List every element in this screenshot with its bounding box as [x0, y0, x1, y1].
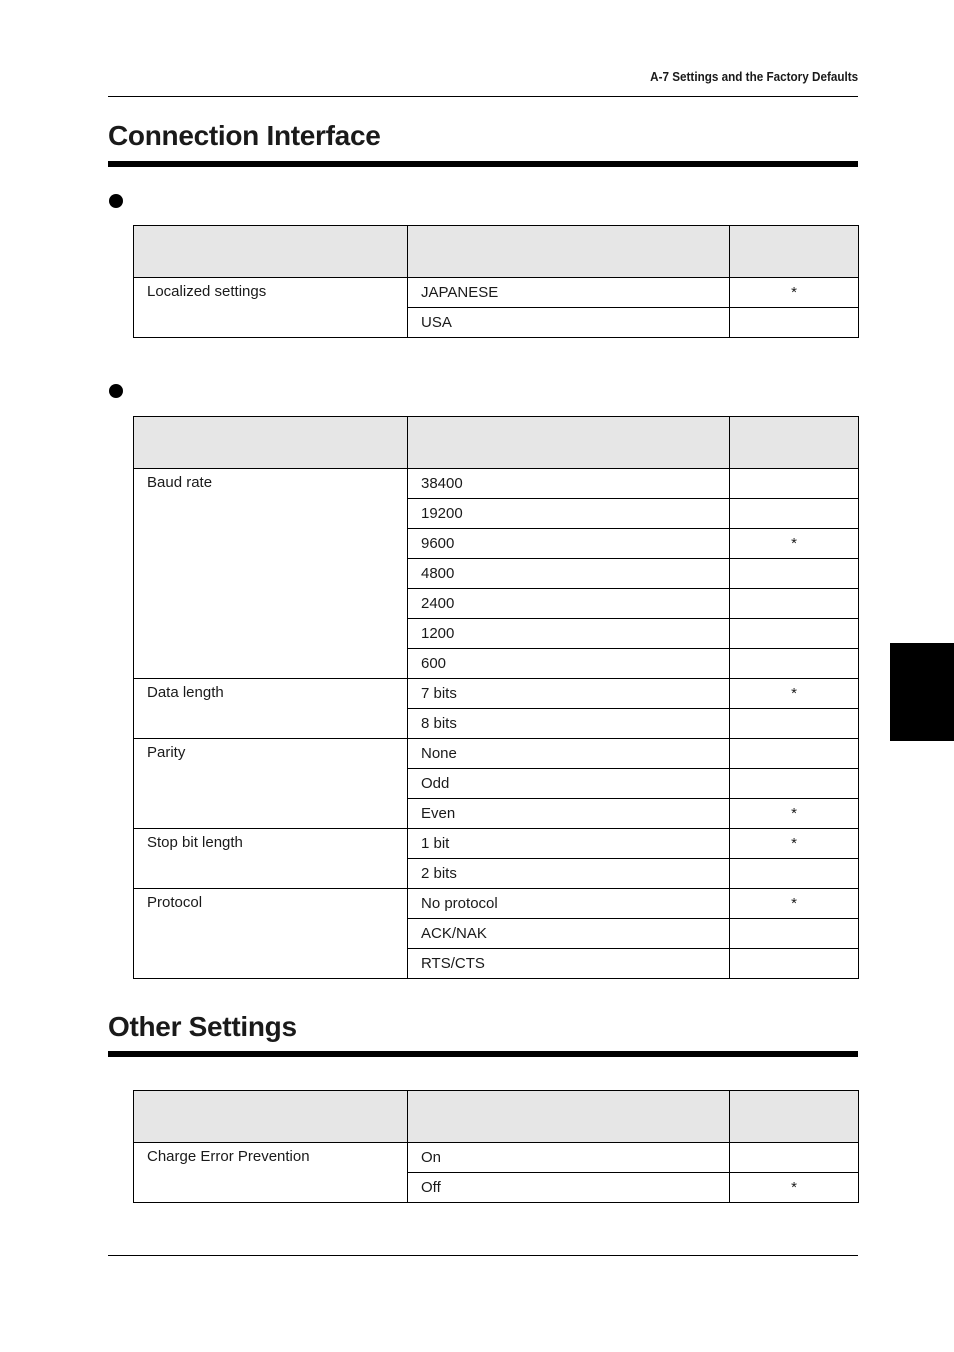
setting-value: 38400 — [408, 469, 730, 499]
setting-value: 4800 — [408, 559, 730, 589]
setting-item: Protocol — [134, 889, 408, 979]
chapter-tab-marker — [890, 643, 954, 741]
default-mark: * — [730, 889, 859, 919]
table-row — [134, 1143, 859, 1173]
setting-item: Parity — [134, 739, 408, 829]
localized-settings-table — [133, 225, 859, 338]
table-row — [134, 889, 859, 919]
default-mark: * — [730, 278, 859, 308]
table-row — [134, 739, 859, 769]
default-mark: * — [730, 679, 859, 709]
header-cell — [408, 226, 730, 278]
default-mark: * — [730, 829, 859, 859]
default-mark — [730, 499, 859, 529]
running-header: A-7 Settings and the Factory Defaults — [649, 69, 858, 84]
setting-value: 2400 — [408, 589, 730, 619]
setting-value: No protocol — [408, 889, 730, 919]
header-rule — [108, 96, 858, 97]
setting-value: RTS/CTS — [408, 949, 730, 979]
setting-value: 1 bit — [408, 829, 730, 859]
header-cell — [730, 417, 859, 469]
section-title-other-settings: Other Settings — [108, 1011, 297, 1042]
header-cell — [408, 417, 730, 469]
setting-item: Baud rate — [134, 469, 408, 679]
setting-value: 19200 — [408, 499, 730, 529]
default-mark — [730, 619, 859, 649]
setting-item: Charge Error Prevention — [134, 1143, 408, 1203]
setting-value: None — [408, 739, 730, 769]
section-title-rule — [108, 161, 858, 167]
setting-value: Odd — [408, 769, 730, 799]
default-mark — [730, 919, 859, 949]
table-row — [134, 829, 859, 859]
table-row — [134, 679, 859, 709]
header-cell — [134, 1091, 408, 1143]
setting-item: Localized settings — [134, 278, 408, 338]
default-mark — [730, 589, 859, 619]
setting-value: 7 bits — [408, 679, 730, 709]
serial-interface-table — [133, 416, 859, 979]
header-cell — [134, 417, 408, 469]
setting-item: Data length — [134, 679, 408, 739]
table-row — [134, 278, 859, 308]
footer-rule — [108, 1255, 858, 1256]
setting-value: On — [408, 1143, 730, 1173]
default-mark — [730, 949, 859, 979]
setting-item: Stop bit length — [134, 829, 408, 889]
default-mark — [730, 1143, 859, 1173]
default-mark — [730, 739, 859, 769]
default-mark — [730, 559, 859, 589]
default-mark — [730, 769, 859, 799]
header-cell — [408, 1091, 730, 1143]
section-title-connection-interface: Connection Interface — [108, 120, 381, 151]
bullet-icon — [109, 384, 123, 398]
table-header-row — [134, 417, 859, 469]
setting-value: 2 bits — [408, 859, 730, 889]
default-mark — [730, 649, 859, 679]
header-cell — [134, 226, 408, 278]
setting-value: 8 bits — [408, 709, 730, 739]
default-mark — [730, 859, 859, 889]
default-mark: * — [730, 1173, 859, 1203]
setting-value: 1200 — [408, 619, 730, 649]
setting-value: Even — [408, 799, 730, 829]
table-row — [134, 469, 859, 499]
default-mark: * — [730, 799, 859, 829]
table-header-row — [134, 226, 859, 278]
setting-value: 600 — [408, 649, 730, 679]
default-mark — [730, 709, 859, 739]
table-header-row — [134, 1091, 859, 1143]
other-settings-table — [133, 1090, 859, 1203]
setting-value: 9600 — [408, 529, 730, 559]
bullet-icon — [109, 194, 123, 208]
setting-value: ACK/NAK — [408, 919, 730, 949]
default-mark: * — [730, 529, 859, 559]
setting-value: Off — [408, 1173, 730, 1203]
default-mark — [730, 308, 859, 338]
header-cell — [730, 226, 859, 278]
section-title-rule — [108, 1051, 858, 1057]
default-mark — [730, 469, 859, 499]
setting-value: USA — [408, 308, 730, 338]
setting-value: JAPANESE — [408, 278, 730, 308]
header-cell — [730, 1091, 859, 1143]
